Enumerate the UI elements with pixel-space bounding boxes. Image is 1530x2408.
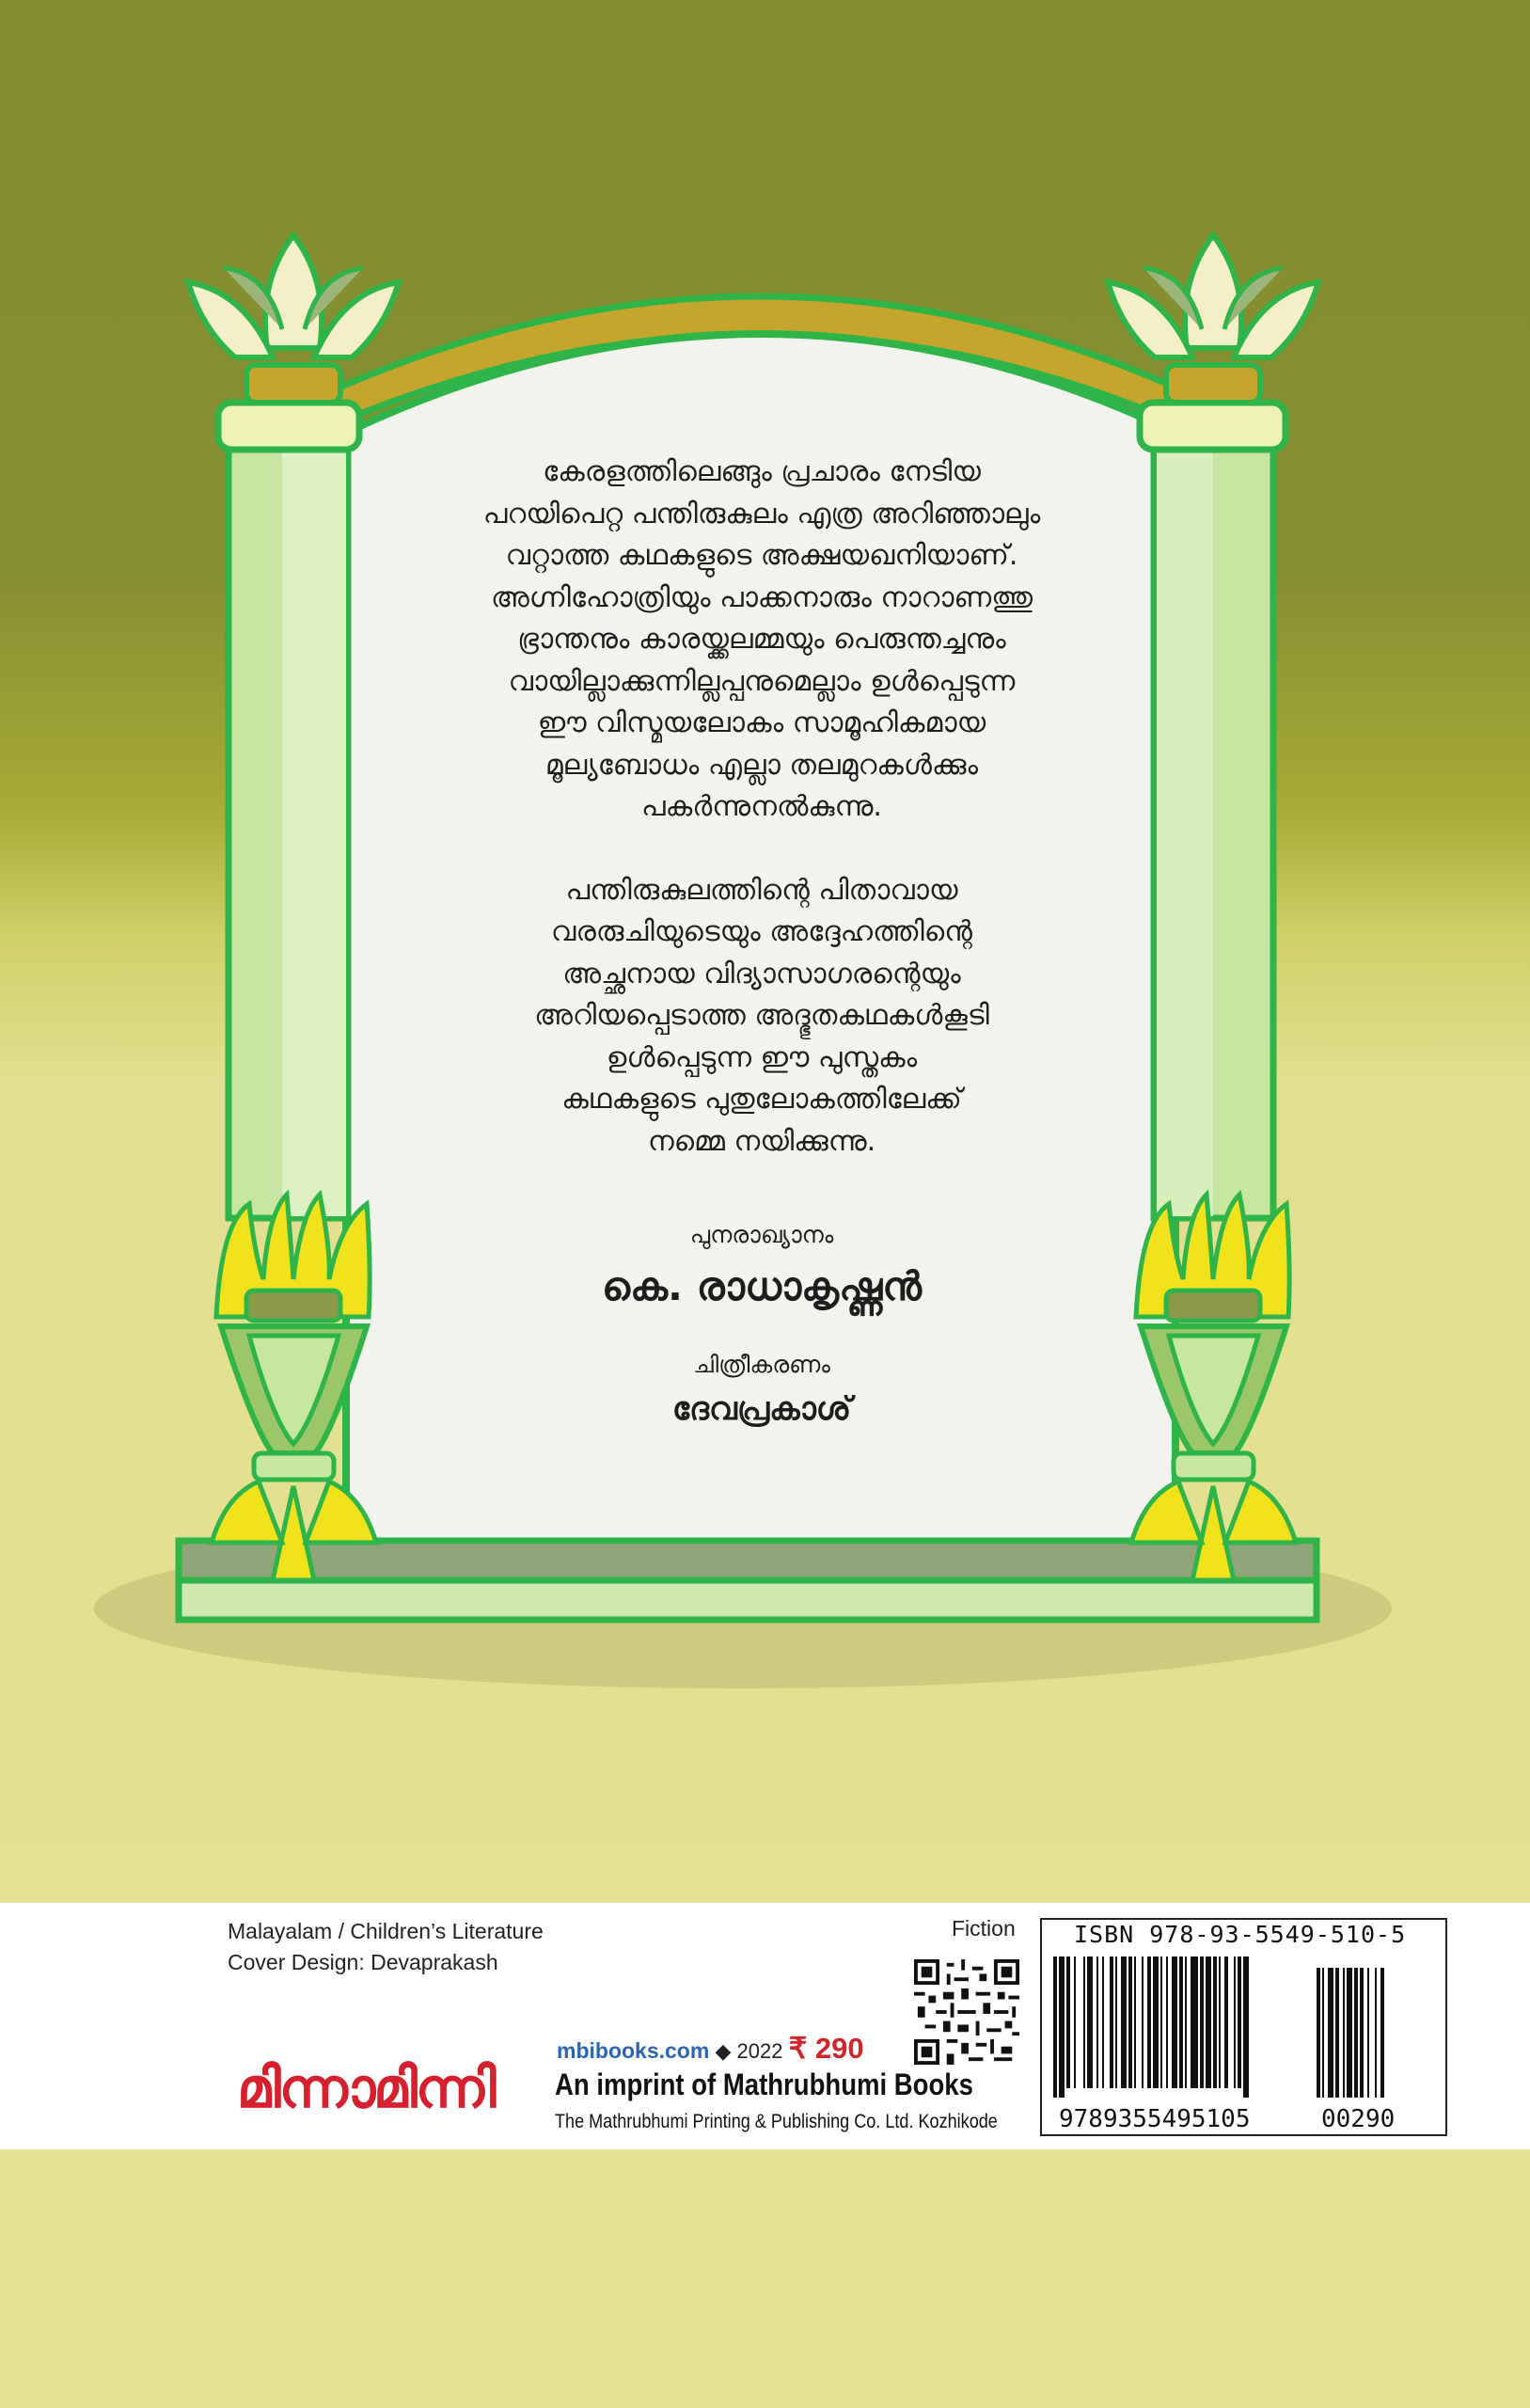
- barcode-bar: [1074, 1956, 1076, 2088]
- blurb-text: [339, 452, 1185, 1430]
- blurb-line: ഈ വിസ്മയലോകം സാമൂഹികമായ: [537, 706, 986, 739]
- barcode-addon-bar: [1328, 1968, 1333, 2098]
- blurb-line: പറയിപെറ്റ പന്തിരുകുലം എത്ര അറിഞ്ഞാലും: [482, 497, 1041, 531]
- illustration-label: ചിത്രീകരണം: [693, 1351, 830, 1378]
- barcode-bar: [1128, 1956, 1132, 2088]
- blurb-line: നമ്മെ നയിക്കുന്നു.: [647, 1124, 876, 1158]
- barcode-bar: [1053, 1956, 1057, 2098]
- blurb-line: വറ്റാത്ത കഥകളുടെ അക്ഷയഖനിയാണ്.: [505, 539, 1018, 572]
- barcode-bar: [1147, 1956, 1151, 2088]
- retelling-label: പുനരാഖ്യാനം: [689, 1221, 834, 1248]
- barcode-bar: [1213, 1956, 1217, 2088]
- barcode-addon-bar: [1347, 1968, 1352, 2098]
- barcode-bar: [1238, 1956, 1241, 2088]
- barcode-bar: [1110, 1956, 1113, 2088]
- barcode-icon: [1051, 1956, 1437, 2098]
- barcode-addon-bar: [1343, 1968, 1345, 2098]
- barcode-bar: [1219, 1956, 1221, 2088]
- barcode-bar: [1096, 1956, 1098, 2088]
- barcode-bar: [1179, 1956, 1183, 2088]
- blurb-line: പന്തിരുകുലത്തിന്റെ പിതാവായ: [565, 873, 958, 907]
- imprint-logo: മിന്നാമിന്നി: [237, 2056, 495, 2120]
- barcode-bar: [1234, 1956, 1236, 2088]
- lotus-finial-icon: [188, 235, 399, 357]
- barcode-addon-bar: [1354, 1968, 1358, 2098]
- barcode-bar: [1066, 1956, 1070, 2088]
- barcode-bar: [1153, 1956, 1159, 2088]
- separator-diamond: ◆: [715, 2039, 732, 2063]
- category-info: [228, 1916, 544, 1978]
- barcode-bar: [1142, 1956, 1144, 2088]
- blurb-line: കേരളത്തിലെങ്ങും പ്രചാരം നേടിയ: [543, 455, 981, 488]
- imprint-text: An imprint of Mathrubhumi Books: [555, 2067, 973, 2101]
- isbn-text: ISBN 978-93-5549-510-5: [1074, 1921, 1407, 1948]
- website-price-line: [557, 2032, 864, 2066]
- barcode-addon-bar: [1380, 1968, 1384, 2098]
- barcode-bar: [1172, 1956, 1177, 2088]
- blurb-paragraph-1: [339, 452, 1185, 829]
- barcode-addon-number: 00290: [1321, 2105, 1396, 2133]
- barcode-addon-bar: [1322, 1968, 1324, 2098]
- blurb-line: അഗ്നിഹോത്രിയും പാക്കനാരും നാറാണത്തു: [490, 580, 1033, 614]
- blurb-line: ഭ്രാന്തനും കാരയ്ക്കലമ്മയും പെരുന്തച്ചനും: [517, 623, 1006, 656]
- category-text: Malayalam / Children’s Literature: [228, 1919, 544, 1943]
- barcode-bar: [1224, 1956, 1228, 2088]
- blurb-line: വായില്ലാക്കുന്നില്ലപ്പനുമെല്ലാം ഉൾപ്പെടുന്ന: [508, 664, 1016, 698]
- barcode-bar: [1102, 1956, 1104, 2088]
- barcode-bar: [1243, 1956, 1249, 2098]
- barcode-bar: [1166, 1956, 1168, 2088]
- barcode-bar: [1121, 1956, 1127, 2088]
- illustrator-name: ദേവപ്രകാശ്: [671, 1390, 852, 1428]
- barcode-bar: [1115, 1956, 1117, 2088]
- blurb-line: മൂല്യബോധം എല്ലാ തലമുറകൾക്കും: [544, 748, 979, 782]
- barcode-bar: [1160, 1956, 1162, 2088]
- blurb-line: ഉൾപ്പെടുന്ന ഈ പുസ്തകം: [606, 1040, 918, 1074]
- barcode-bar: [1087, 1956, 1093, 2088]
- barcode-bar: [1059, 1956, 1065, 2098]
- price-text: ₹ 290: [788, 2032, 864, 2065]
- publisher-text: The Mathrubhumi Printing & Publishing Co. Ltd. Kozhikode: [555, 2111, 998, 2132]
- barcode-bar: [1206, 1956, 1211, 2088]
- barcode-bar: [1134, 1956, 1136, 2088]
- blurb-line: വരരുചിയുടെയും അദ്ദേഹത്തിന്റെ: [551, 915, 972, 948]
- barcode-addon-bar: [1335, 1968, 1339, 2098]
- barcode-number: 9789355495105: [1059, 2105, 1251, 2133]
- blurb-line: പകർന്നുനൽകുന്നു.: [641, 790, 882, 823]
- genre-label: Fiction: [952, 1916, 1016, 1941]
- blurb-paragraph-2: [339, 870, 1185, 1164]
- barcode-addon-bar: [1367, 1968, 1369, 2098]
- cover-design-text: Cover Design: Devaprakash: [228, 1950, 498, 1974]
- barcode-addon-bar: [1375, 1968, 1377, 2098]
- barcode-addon-bar: [1317, 1968, 1320, 2098]
- blurb-line: അറിയപ്പെടാത്ത അദ്ഭുതകഥകൾകൂടി: [534, 999, 989, 1032]
- barcode-addon-bar: [1360, 1968, 1364, 2098]
- barcode-bar: [1185, 1956, 1187, 2088]
- qr-code-icon[interactable]: [914, 1959, 1019, 2065]
- blurb-line: അച്ഛനായ വിദ്യാസാഗരന്റെയും: [562, 957, 961, 990]
- blurb-line: കഥകളുടെ പുതുലോകത്തിലേക്ക്: [561, 1083, 962, 1116]
- barcode-bar: [1083, 1956, 1085, 2088]
- barcode-bar: [1191, 1956, 1198, 2088]
- website-link[interactable]: mbibooks.com: [557, 2038, 710, 2063]
- barcode-bar: [1200, 1956, 1204, 2088]
- year-text: 2022: [736, 2039, 783, 2063]
- author-name: കെ. രാധാകൃഷ്ണൻ: [602, 1263, 922, 1309]
- lotus-finial-icon: [1108, 235, 1318, 357]
